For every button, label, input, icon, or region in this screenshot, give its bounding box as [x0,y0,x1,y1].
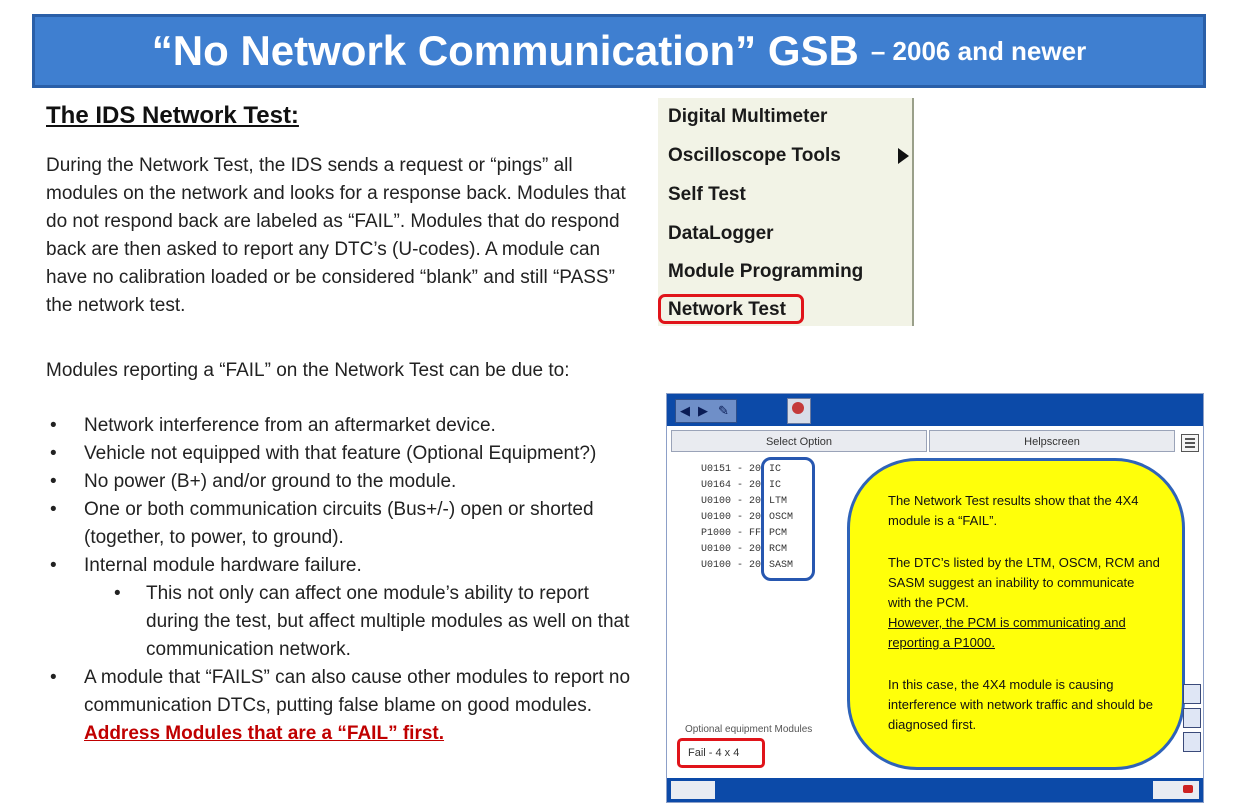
info-icon[interactable] [1183,684,1201,704]
menu-item-digital-multimeter[interactable]: Digital Multimeter [668,106,828,127]
section-heading: The IDS Network Test: [46,102,299,129]
dtc-module: OSCM [769,512,794,523]
page-title: “No Network Communication” GSB [151,27,859,74]
list-item: • A module that “FAILS” can also cause other modules to report no communication DTCs, putting false blame on good modules. Address Modules that are a “FAIL” first. [46,664,636,748]
forward-arrow-icon: ▶ [698,403,708,418]
menu-item-self-test[interactable]: Self Test [668,184,746,205]
menu-item-module-programming[interactable]: Module Programming [668,261,864,282]
page-subtitle: – 2006 and newer [870,35,1087,66]
list-item: • No power (B+) and/or ground to the module. [46,468,636,496]
dtc-code: U0164 - 20 [701,480,762,491]
document-icon[interactable] [1183,732,1201,752]
toolbar-buttons[interactable] [675,399,737,423]
ids-network-test-screenshot [666,393,1204,803]
module-highlight-box [761,457,815,581]
menu-item-datalogger[interactable]: DataLogger [668,223,774,244]
dtc-module: SASM [769,560,794,571]
explanation-callout [847,458,1185,770]
ids-toolbar [667,394,1203,426]
callout-text-3: However, the PCM is communicating and reporting a P1000. [888,615,1126,650]
toolbar-tab[interactable] [787,398,811,424]
sub-list [84,580,636,664]
sub-list-item: • This not only can affect one module’s ability to report during the test, but affect multiple modules as well on that communication network. [84,580,636,664]
dtc-module: LTM [769,496,788,507]
intro-paragraph: During the Network Test, the IDS sends a request or “pings” all modules on the network and looks for a response back. Modules that do not respond back are labeled as “FAIL”. Modules that do respond back are then asked to report any DTC’s (U-codes). A module can have no calibration loaded or be considered “blank” and still “PASS” the network test. [46,155,626,316]
submenu-arrow-icon [898,148,909,164]
select-option-header[interactable]: Select Option [671,430,927,452]
dtc-code: U0151 - 20 [701,464,762,475]
dtc-code: U0100 - 20 [701,496,762,507]
back-arrow-icon: ◀ [680,403,690,418]
callout-text-4: In this case, the 4X4 module is causing interference with network traffic and should be diagnosed first. [888,677,1153,732]
causes-list [46,412,636,748]
dtc-code: P1000 - FF [701,528,762,539]
list-item: • Vehicle not equipped with that feature (Optional Equipment?) [46,440,636,468]
ids-tool-menu [658,98,914,326]
dtc-module: PCM [769,528,788,539]
battery-icon [1183,785,1193,793]
callout-text-2: The DTC’s listed by the LTM, OSCM, RCM and SASM suggest an inability to communicate with the PCM. [888,555,1160,610]
fail-4x4-item[interactable]: Fail - 4 x 4 [677,738,765,768]
dtc-module: RCM [769,544,788,555]
address-fail-first: Address Modules that are a “FAIL” first. [84,723,445,744]
dtc-code: U0100 - 20 [701,544,762,555]
list-item: • Network interference from an aftermarket device. [46,412,636,440]
vehicle-icon [792,402,804,414]
dtc-code: U0100 - 20 [701,560,762,571]
menu-item-oscilloscope-tools[interactable]: Oscilloscope Tools [668,145,841,166]
network-test-highlight [658,294,804,324]
dtc-module: IC [769,464,782,475]
list-menu-icon[interactable] [1181,434,1199,452]
ids-status-bar [667,778,1203,802]
callout-text-1: The Network Test results show that the 4X4 module is a “FAIL”. [888,493,1139,528]
tools-icon: ✎ [718,403,729,418]
list-item: • Internal module hardware failure. • This not only can affect one module’s ability to report during the test, but affect multiple modules as well on that communication network. [46,552,636,664]
title-banner [32,14,1206,88]
optional-equipment-label: Optional equipment Modules [685,724,813,735]
causes-intro: Modules reporting a “FAIL” on the Network Test can be due to: [46,360,570,381]
status-bar-tools[interactable] [671,781,715,799]
dtc-code: U0100 - 20 [701,512,762,523]
menu-item-network-test[interactable]: Network Test [668,299,786,320]
helpscreen-header[interactable]: Helpscreen [929,430,1175,452]
vehicle-data-icon[interactable] [1183,708,1201,728]
dtc-module: IC [769,480,782,491]
list-item: • One or both communication circuits (Bus+/-) open or shorted (together, to power, to ground). [46,496,636,552]
